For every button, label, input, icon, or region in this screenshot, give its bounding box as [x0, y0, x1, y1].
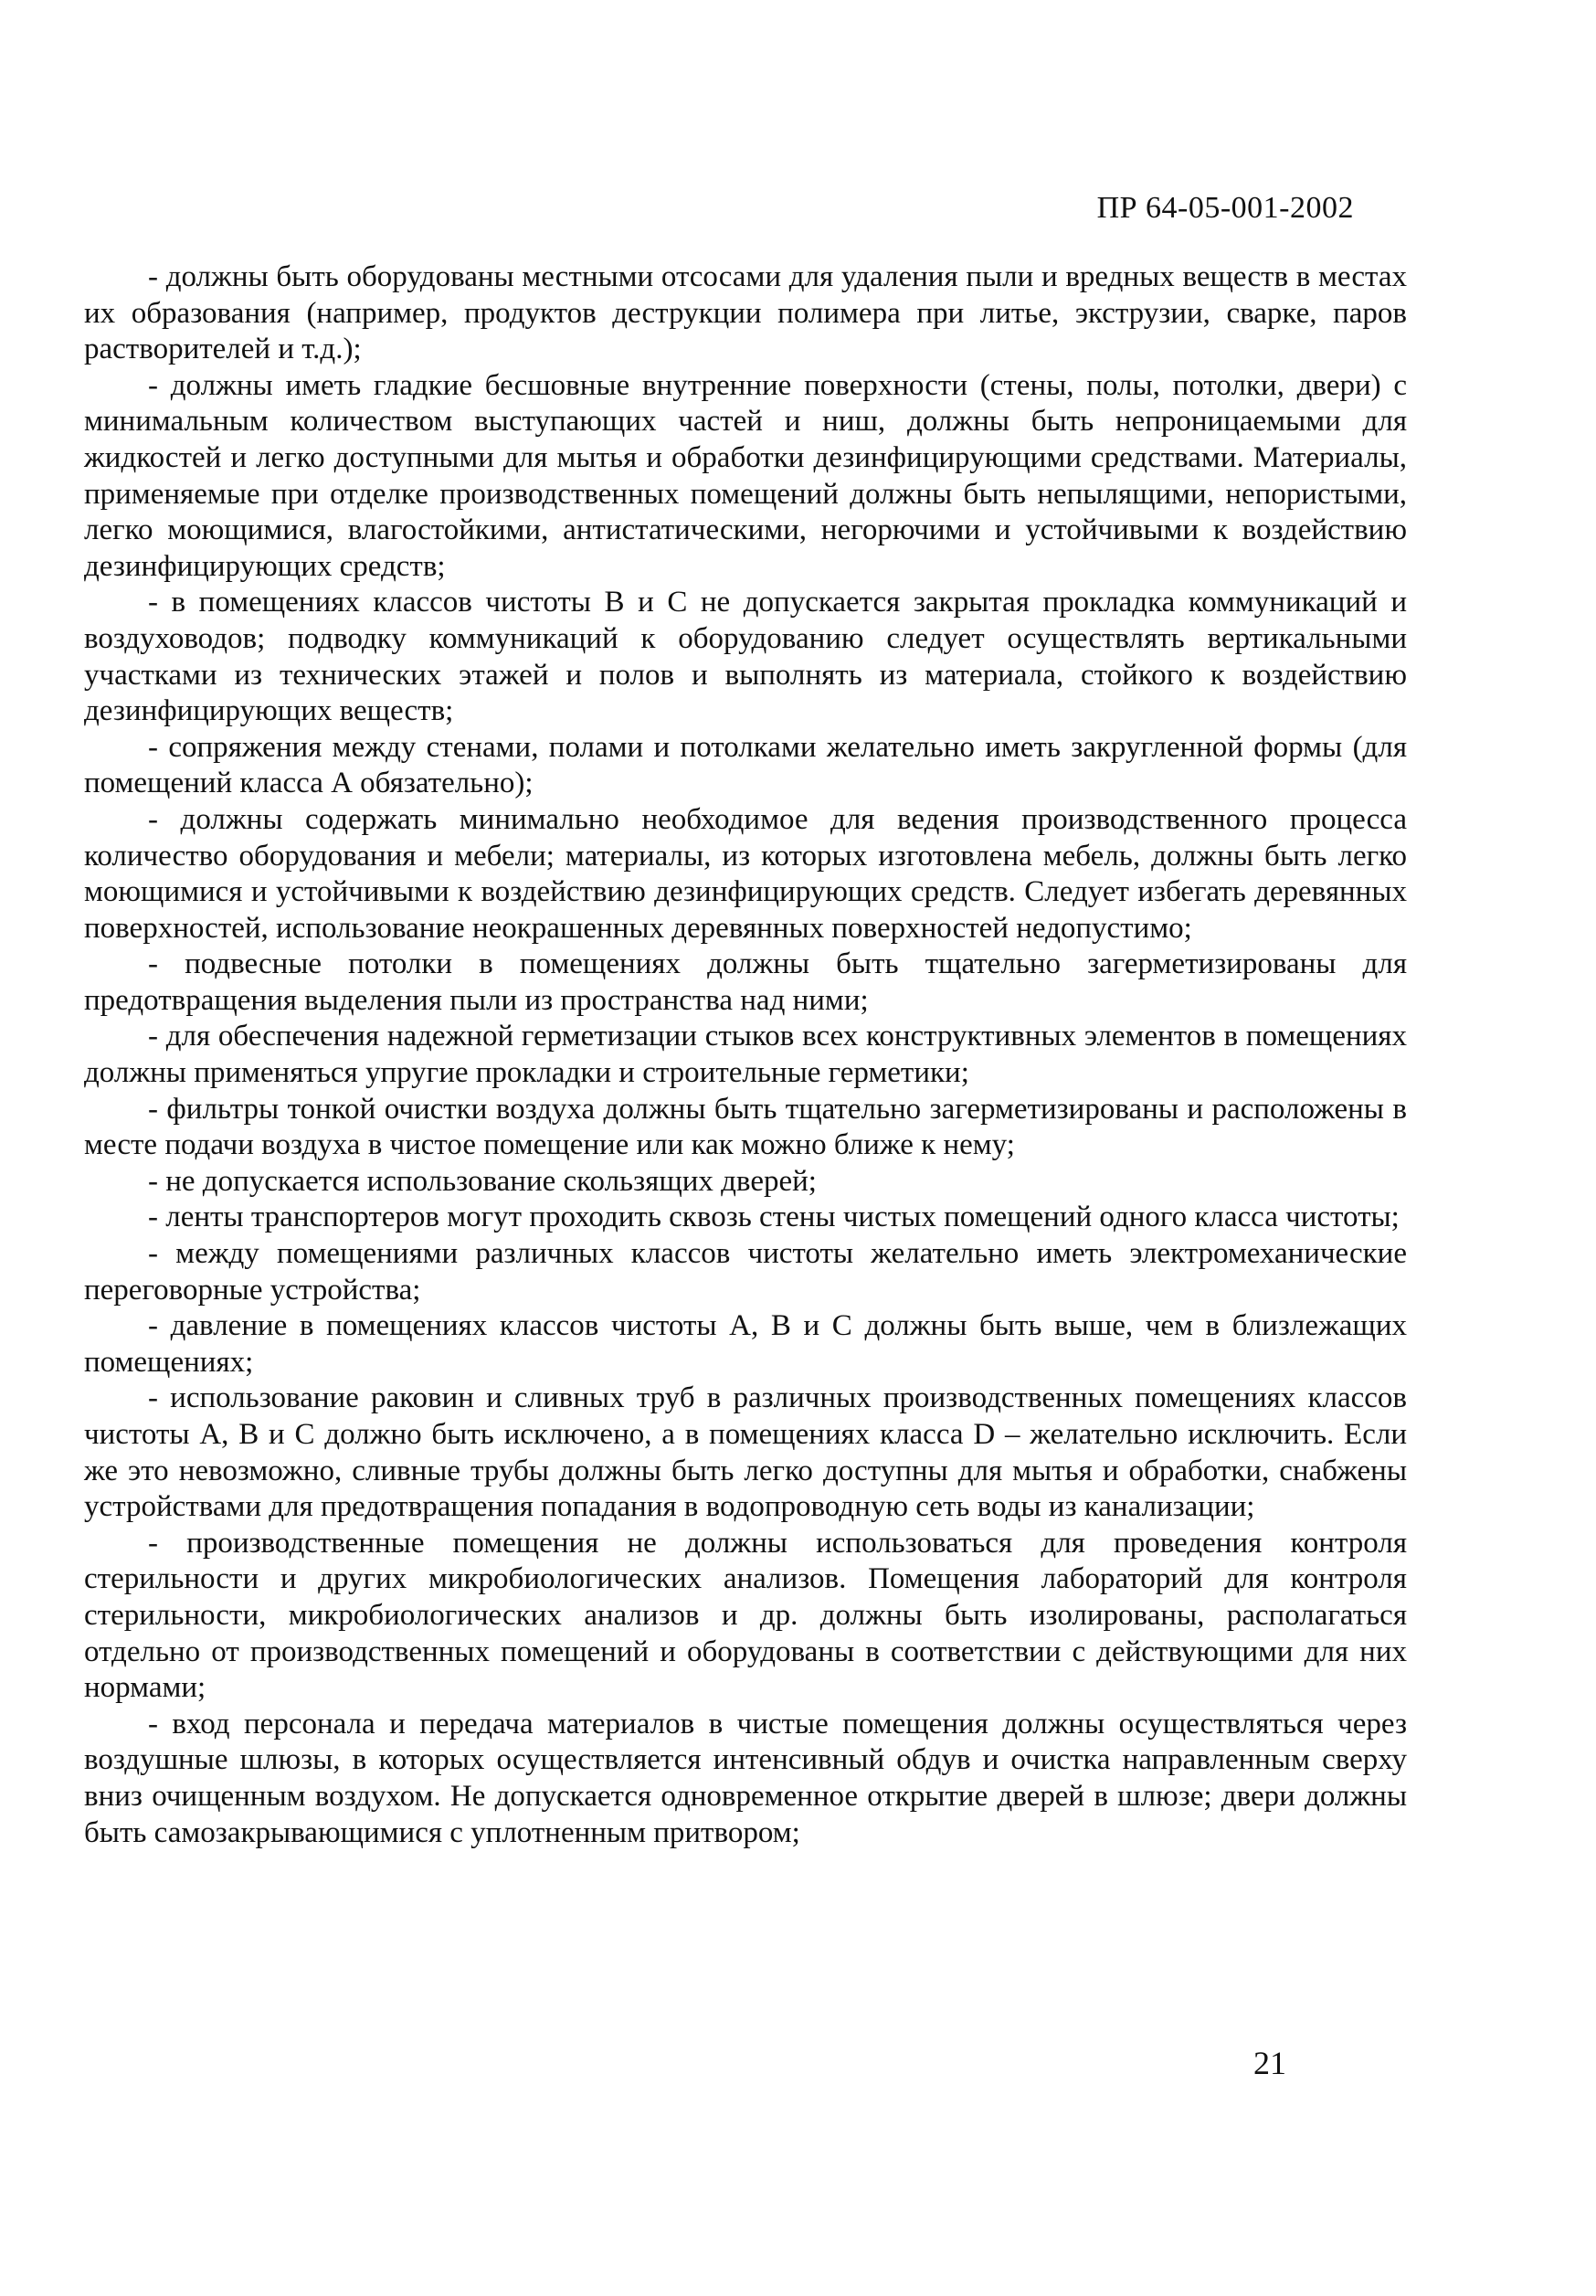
paragraph: - использование раковин и сливных труб в различных производственных помещениях классов чистоты А, В и С должно быть исключено, а в помещениях класса D – желательно исключить. Если же это невозможно, сливные трубы должны быть легко доступны для мытья и обработки, снабжены устройствами для предотвращения попадания в водопроводную сеть воды из канализации; [84, 1381, 1407, 1524]
document-body [84, 259, 1407, 1851]
paragraph: - подвесные потолки в помещениях должны быть тщательно загерметизированы для предотвращения выделения пыли из пространства над ними; [84, 947, 1407, 1017]
paragraph: - должны иметь гладкие бесшовные внутренние поверхности (стены, полы, потолки, двери) с минимальным количеством выступающих частей и ниш, должны быть непроницаемыми для жидкостей и легко доступными для мытья и обработки дезинфицирующими средствами. Материалы, применяемые при отделке производственных помещений должны быть непылящими, непористыми, легко моющимися, влагостойкими, антистатическими, негорючими и устойчивыми к воздействию дезинфицирующих средств; [84, 368, 1407, 583]
paragraph: - должны быть оборудованы местными отсосами для удаления пыли и вредных веществ в местах их образования (например, продуктов деструкции полимера при литье, экструзии, сварке, паров растворителей и т.д.); [84, 260, 1407, 366]
paragraph: - для обеспечения надежной герметизации стыков всех конструктивных элементов в помещениях должны применяться упругие прокладки и строительные герметики; [84, 1020, 1407, 1090]
paragraph: - в помещениях классов чистоты В и С не допускается закрытая прокладка коммуникаций и воздуховодов; подводку коммуникаций к оборудованию следует осуществлять вертикальными участками из технических этажей и полов и выполнять из материала, стойкого к воздействию дезинфицирующих веществ; [84, 586, 1407, 728]
paragraph: - ленты транспортеров могут проходить сквозь стены чистых помещений одного класса чистоты; [148, 1201, 1400, 1234]
paragraph: - между помещениями различных классов чистоты желательно иметь электромеханические переговорные устройства; [84, 1237, 1407, 1307]
document-code: ПР 64-05-001-2002 [1096, 191, 1354, 225]
paragraph: - должны содержать минимально необходимое для ведения производственного процесса количество оборудования и мебели; материалы, из которых изготовлена мебель, должны быть легко моющимися и устойчивыми к воздействию дезинфицирующих средств. Следует избегать деревянных поверхностей, использование неокрашенных деревянных поверхностей недопустимо; [84, 802, 1407, 945]
paragraph: - производственные помещения не должны использоваться для проведения контроля стерильности и других микробиологических анализов. Помещения лабораторий для контроля стерильности, микробиологических анализов и др. должны быть изолированы, располагаться отдельно от производственных помещений и оборудованы в соответствии с действующими для них нормами; [84, 1526, 1407, 1705]
paragraph: - вход персонала и передача материалов в чистые помещения должны осуществляться через воздушные шлюзы, в которых осуществляется интенсивный обдув и очистка направленным сверху вниз очищенным воздухом. Не допускается одновременное открытие дверей в шлюзе; двери должны быть самозакрывающимися с уплотненным притвором; [84, 1707, 1407, 1849]
page-number: 21 [1253, 2045, 1286, 2081]
paragraph: - фильтры тонкой очистки воздуха должны быть тщательно загерметизированы и расположены в месте подачи воздуха в чистое помещение или как можно ближе к нему; [84, 1092, 1407, 1162]
paragraph: - давление в помещениях классов чистоты А, В и С должны быть выше, чем в близлежащих помещениях; [84, 1309, 1407, 1379]
paragraph: - сопряжения между стенами, полами и потолками желательно иметь закругленной формы (для помещений класса А обязательно); [84, 730, 1407, 800]
paragraph: - не допускается использование скользящих дверей; [148, 1164, 817, 1198]
